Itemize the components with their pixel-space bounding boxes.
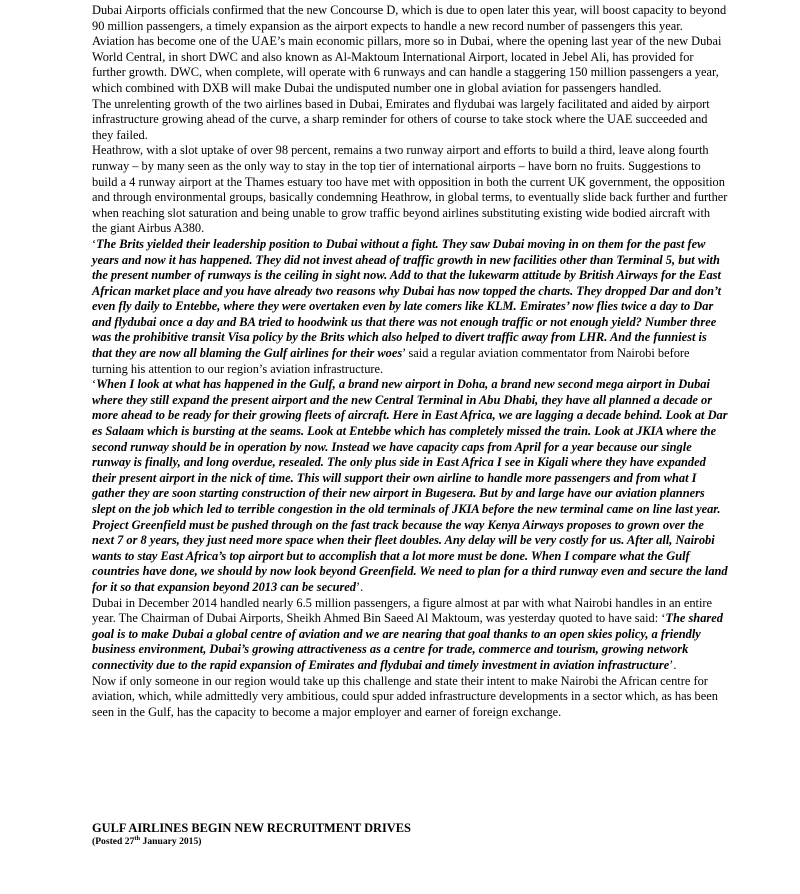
paragraph-commentator-quote <box>92 237 728 377</box>
paragraph-heathrow: Heathrow, with a slot uptake of over 98 percent, remains a two runway airport and efforts to build a third, leave along fourth runway – by many seen as the only way to stay in the top tier of international airports – have born no fruits. Suggestions to build a 4 runway airport at the Thames estuary too have met with opposition in both the current UK government, the opposition and through environmental groups, basically condemning Heathrow, in global terms, to eventually slide back further and further when reaching slot saturation and being unable to grow traffic beyond airlines substituting existing wide bodied aircraft with the giant Airbus A380. <box>92 143 728 236</box>
posted-date-prefix: (Posted 27 <box>92 836 135 847</box>
quote-close-mark: ’. <box>356 579 364 594</box>
quote-text: The shared goal is to make Dubai a global centre of aviation and we are nearing that goal thanks to an open skies policy, a friendly business environment, Dubai’s growing attractiveness as a centre for trade, commerce and tourism, growing network connectivity due to the rapid expansion of Emirates and flydubai and timely investment in aviation infrastructure <box>92 611 723 672</box>
quote-text: When I look at what has happened in the Gulf, a brand new airport in Doha, a brand new second mega airport in Dubai where they still expand the present airport and the new Central Terminal in Abu Dhabi, they have all planned a decade or more ahead to be ready for their growing fleets of aircraft. Here in East Africa, we are lagging a decade behind. Look at Dar es Salaam which is bursting at the seams. Look at Entebbe which has completely missed the train. Look at JKIA where the second runway should be in operation by now. Instead we have capacity caps from April for a year because our single runway is finally, and long overdue, resealed. The only plus side in East Africa I see in Kigali where they have expanded their present airport in the nick of time. This will support their own airline to handle more passengers and from what I gather they are soon starting construction of their new airport in Bugesera. But by and large have our aviation planners slept on the job which led to terrible congestion in the old terminals of JKIA before the new terminal came on line last year. Project Greenfield must be pushed through on the fast track because the way Kenya Airways proposes to grown over the next 7 or 8 years, they just need more space when their fleet doubles. Any delay will be very costly for us. After all, Nairobi wants to stay East Africa’s top airport but to accomplish that a lot more must be done. When I compare what the Gulf countries have done, we should by now look beyond Greenfield. We need to plan for a third runway even and secure the land for it so that expansion beyond 2013 can be secured <box>92 377 728 594</box>
quote-attribution: ’ said a regular aviation commentator from Nairobi before turning his attention to our region’s aviation infrastructure. <box>92 346 690 376</box>
posted-date <box>92 836 728 848</box>
paragraph-concourse-d: Dubai Airports officials confirmed that the new Concourse D, which is due to open later this year, will boost capacity to beyond 90 million passengers, a timely expansion as the airport expects to handle a new record number of passengers this year. <box>92 3 727 33</box>
posted-date-ordinal: th <box>134 834 141 842</box>
paragraph-nairobi-challenge: Now if only someone in our region would take up this challenge and state their intent to make Nairobi the African centre for aviation, which, while admittedly very ambitious, could spur added infrastructure developments in a sector which, as has been seen in the Gulf, has the capacity to become a major employer and earner of foreign exchange. <box>92 673 718 719</box>
quote-open-mark: ‘ <box>92 236 97 251</box>
posted-date-suffix: January 2015) <box>140 836 202 847</box>
paragraph-uae-aviation: Aviation has become one of the UAE’s main economic pillars, more so in Dubai, where the opening last year of the new Dubai World Central, in short DWC and also known as Al-Maktoum International Airport, located in Jebel Ali, has provided for further growth. DWC, when complete, will operate with 6 runways and can handle a staggering 150 million passengers a year, which combined with DXB will make Dubai the undisputed number one in global aviation for passengers handled. <box>92 34 722 95</box>
paragraph-lead-text: Dubai in December 2014 handled nearly 6.5 million passengers, a figure almost at par with what Nairobi handles in an entire year. The Chairman of Dubai Airports, Sheikh Ahmed Bin Saeed Al Maktoum, was yesterday quoted to have said: ‘ <box>92 595 713 626</box>
quote-close-mark: ’. <box>669 657 677 672</box>
paragraph-gulf-comparison-quote <box>92 377 728 595</box>
next-story-headline: GULF AIRLINES BEGIN NEW RECRUITMENT DRIVES <box>92 821 411 835</box>
quote-text: The Brits yielded their leadership position to Dubai without a fight. They saw Dubai moving in on them for the past few years and now it has happened. They did not invest ahead of traffic growth in new facilities other than Terminal 5, but with the present number of runways is the ceiling in sight now. Add to that the lukewarm attitude by British Airways for the East African market place and you have already two reasons why Dubai has now topped the charts. They dropped Dar and don’t even fly daily to Entebbe, where they were overtaken even by late comers like KLM. Emirates’ now flies twice a day to Dar and flydubai once a day and BA tried to hoodwink us that there was not enough traffic or not enough yield? Number three was the prohibitive transit Visa policy by the Brits which also helped to divert traffic away from LHR. And the funniest is that they are now all blaming the Gulf airlines for their woes <box>92 236 722 361</box>
paragraph-airline-growth: The unrelenting growth of the two airlines based in Dubai, Emirates and flydubai was largely facilitated and aided by airport infrastructure growing ahead of the curve, a sharp reminder for others of course to take stock where the UAE succeeded and they failed. <box>92 96 710 142</box>
next-story-header <box>92 820 728 848</box>
quote-open-mark: ‘ <box>92 377 97 392</box>
paragraph-dubai-december <box>92 596 728 674</box>
article-body <box>92 3 728 720</box>
